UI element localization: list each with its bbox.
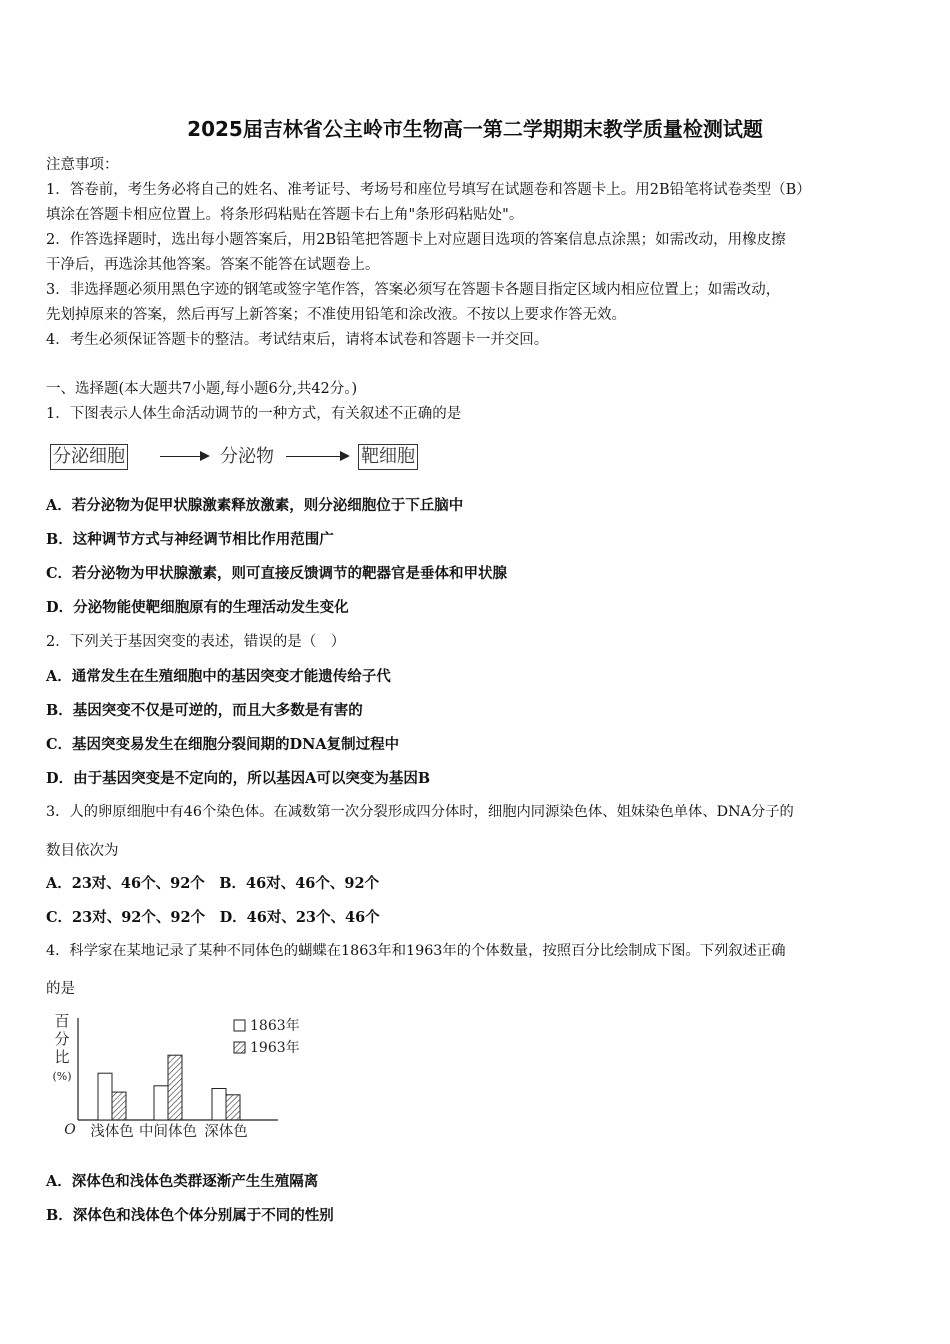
- notice-line: 填涂在答题卡相应位置上。将条形码粘贴在答题卡右上角"条形码粘贴处"。: [46, 207, 524, 223]
- bar: [98, 1073, 112, 1120]
- regulation-diagram: [50, 440, 430, 474]
- diagram-target-cell: 靶细胞: [358, 444, 418, 470]
- legend-swatch: [234, 1042, 245, 1053]
- notice-line: 干净后，再选涂其他答案。答案不能答在试题卷上。: [46, 257, 380, 273]
- x-tick-label: 中间体色: [139, 1124, 197, 1140]
- bar: [112, 1092, 126, 1120]
- q2-option-b: B．基因突变不仅是可逆的，而且大多数是有害的: [46, 702, 363, 719]
- bar: [226, 1095, 240, 1120]
- legend-label: 1863年: [250, 1018, 300, 1034]
- q1-option-b: B．这种调节方式与神经调节相比作用范围广: [46, 531, 334, 548]
- legend-swatch: [234, 1020, 245, 1031]
- section-heading: 一、选择题(本大题共7小题,每小题6分,共42分。): [46, 381, 358, 397]
- q1-option-c: C．若分泌物为甲状腺激素，则可直接反馈调节的靶器官是垂体和甲状腺: [46, 565, 508, 582]
- y-axis-label: (%): [52, 1070, 72, 1083]
- legend-label: 1963年: [250, 1040, 300, 1056]
- origin-label: O: [64, 1122, 76, 1138]
- q2-option-c: C．基因突变易发生在细胞分裂间期的DNA复制过程中: [46, 736, 400, 753]
- y-axis-label: 分: [54, 1030, 70, 1048]
- page-title: 2025届吉林省公主岭市生物高一第二学期期末教学质量检测试题: [187, 117, 763, 141]
- notice-line: 2．作答选择题时，选出每小题答案后，用2B铅笔把答题卡上对应题目选项的答案信息点涂黑；如需改动，用橡皮擦: [46, 232, 786, 248]
- bar: [168, 1055, 182, 1120]
- notice-line: 先划掉原来的答案，然后再写上新答案；不准使用铅笔和涂改液。不按以上要求作答无效。: [46, 307, 626, 323]
- q2-stem: 2．下列关于基因突变的表述，错误的是（ ）: [46, 634, 346, 650]
- notice-line: 3．非选择题必须用黑色字迹的钢笔或签字笔作答，答案必须写在答题卡各题目指定区域内相应位置上；如需改动，: [46, 282, 781, 298]
- q4-stem: 4．科学家在某地记录了某种不同体色的蝴蝶在1863年和1963年的个体数量，按照百分比绘制成下图。下列叙述正确: [46, 943, 786, 959]
- diagram-secreting-cell: 分泌细胞: [50, 444, 128, 470]
- q3-stem: 3．人的卵原细胞中有46个染色体。在减数第一次分裂形成四分体时，细胞内同源染色体、姐妹染色单体、DNA分子的: [46, 804, 794, 820]
- butterfly-color-chart: [46, 1010, 326, 1145]
- arrow-icon: [286, 456, 348, 457]
- notice-line: 4．考生必须保证答题卡的整洁。考试结束后，请将本试卷和答题卡一并交回。: [46, 332, 549, 348]
- q3-options-ab: A．23对、46个、92个 B．46对、46个、92个: [46, 875, 380, 892]
- q4-option-b: B．深体色和浅体色个体分别属于不同的性别: [46, 1207, 334, 1224]
- q2-option-d: D．由于基因突变是不定向的，所以基因A可以突变为基因B: [46, 770, 431, 787]
- bar: [154, 1086, 168, 1120]
- q3-options-cd: C．23对、92个、92个 D．46对、23个、46个: [46, 909, 380, 926]
- q1-option-a: A．若分泌物为促甲状腺激素释放激素，则分泌细胞位于下丘脑中: [46, 497, 464, 514]
- diagram-secretion: 分泌物: [220, 446, 274, 467]
- q4-stem-cont: 的是: [46, 981, 75, 997]
- arrow-icon: [160, 456, 208, 457]
- q2-option-a: A．通常发生在生殖细胞中的基因突变才能遗传给子代: [46, 668, 391, 685]
- q3-stem-cont: 数目依次为: [46, 843, 119, 859]
- notice-heading: 注意事项：: [46, 157, 119, 173]
- y-axis-label: 比: [54, 1048, 70, 1066]
- x-tick-label: 深体色: [204, 1124, 248, 1140]
- q1-option-d: D．分泌物能使靶细胞原有的生理活动发生变化: [46, 599, 349, 616]
- bar: [212, 1089, 226, 1121]
- x-tick-label: 浅体色: [90, 1124, 134, 1140]
- q1-stem: 1．下图表示人体生命活动调节的一种方式，有关叙述不正确的是: [46, 406, 462, 422]
- q4-option-a: A．深体色和浅体色类群逐渐产生生殖隔离: [46, 1173, 319, 1190]
- y-axis-label: 百: [54, 1012, 70, 1030]
- notice-line: 1．答卷前，考生务必将自己的姓名、准考证号、考场号和座位号填写在试题卷和答题卡上。用2B铅笔将试卷类型（B）: [46, 182, 811, 198]
